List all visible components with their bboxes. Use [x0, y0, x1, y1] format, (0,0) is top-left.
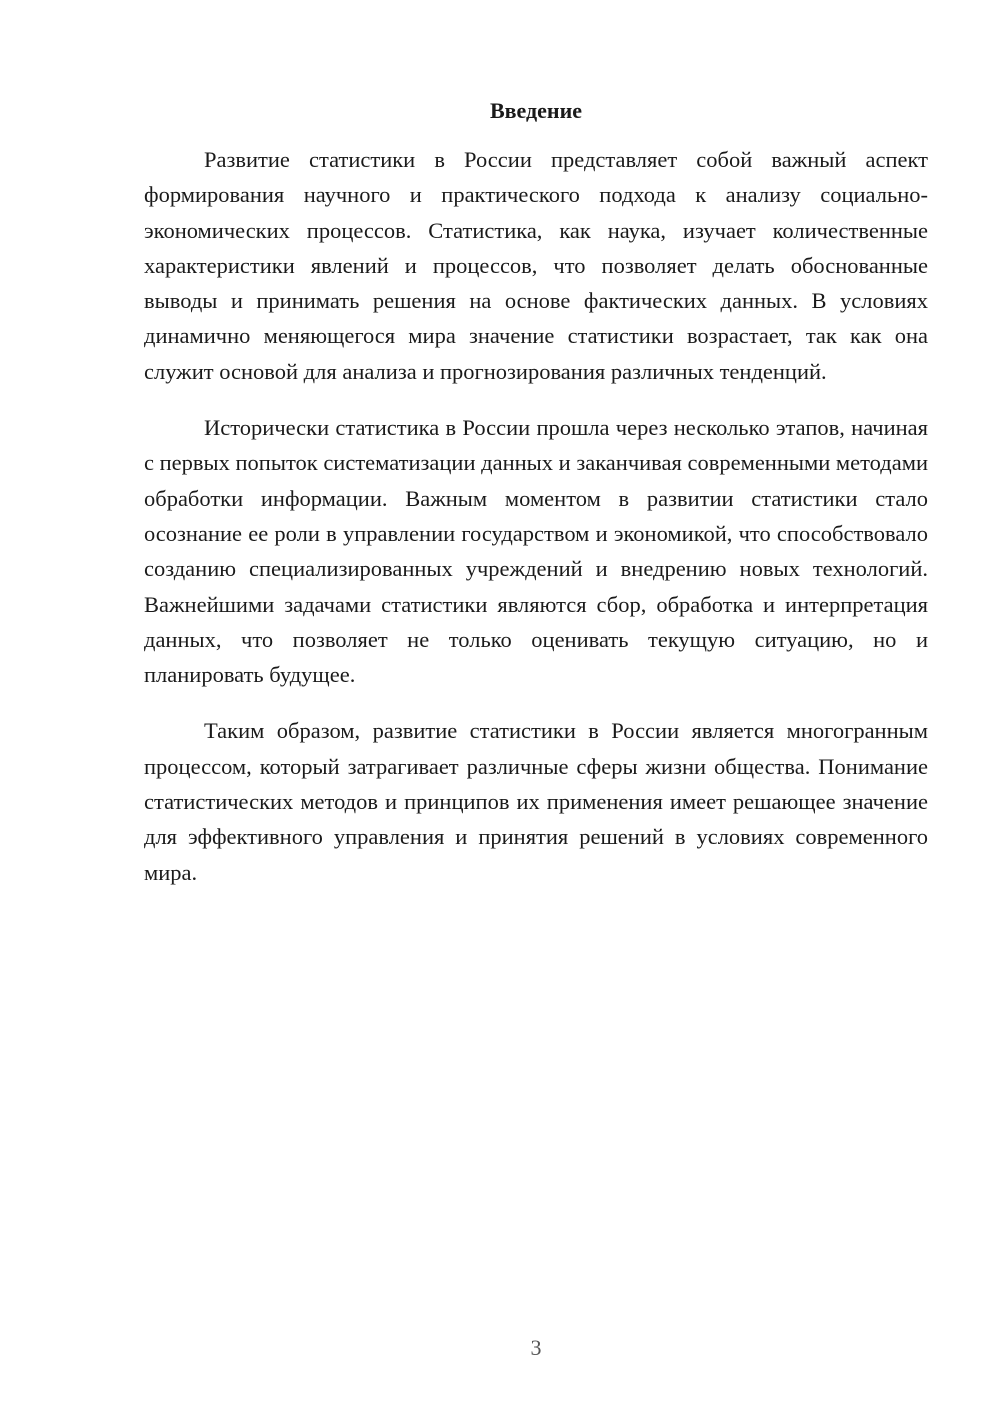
section-heading: Введение: [489, 98, 583, 123]
paragraph-1: Развитие статистики в России представляет собой важный аспект формирования научного и практического подхода к анализу социально-экономических процессов. Статистика, как наука, изучает количественные характеристики явлений и процессов, что позволяет делать обоснованные выводы и принимать решения на основе фактических данных. В условиях динамично меняющегося мира значение статистики возрастает, так как она служит основой для анализа и прогнозирования различных тенденций.: [144, 147, 928, 384]
paragraph-3: Таким образом, развитие статистики в России является многогранным процессом, который затрагивает различные сферы жизни общества. Понимание статистических методов и принципов их применения имеет решающее значение для эффективного управления и принятия решений в условиях современного мира.: [144, 718, 928, 885]
body-text: [144, 142, 928, 911]
page-number: 3: [530, 1335, 542, 1360]
paragraph-2: Исторически статистика в России прошла через несколько этапов, начиная с первых попыток систематизации данных и заканчивая современными методами обработки информации. Важным моментом в развитии статистики стало осознание ее роли в управлении государством и экономикой, что способствовало созданию специализированных учреждений и внедрению новых технологий. Важнейшими задачами статистики являются сбор, обработка и интерпретация данных, что позволяет не только оценивать текущую ситуацию, но и планировать будущее.: [144, 415, 928, 688]
